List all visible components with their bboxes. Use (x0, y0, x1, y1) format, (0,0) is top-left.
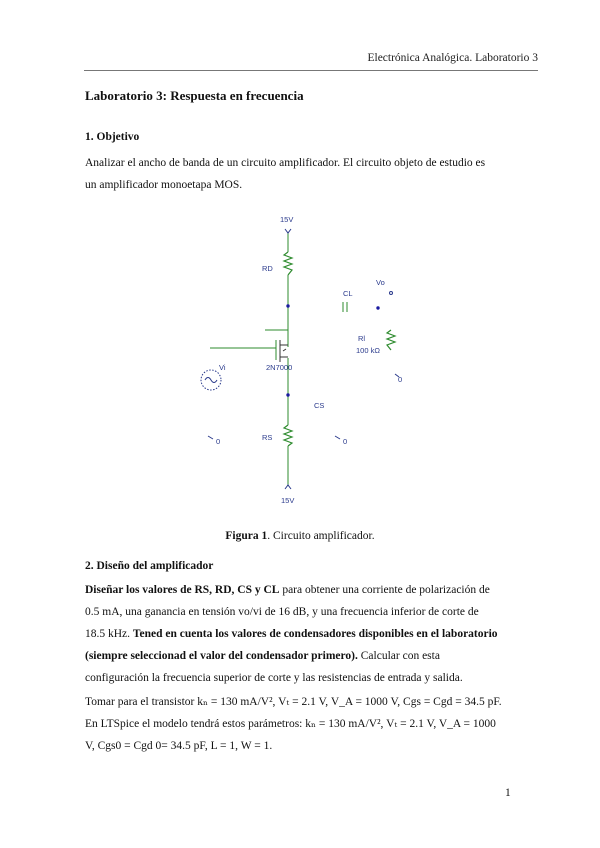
capacitor-cl (343, 302, 347, 312)
section-2-p2-line-2: En LTSpice el modelo tendrá estos parámetros: kₙ = 130 mA/V², Vₜ = 2.1 V, V_A = 1000 (85, 718, 496, 730)
resistor-rd (284, 252, 292, 275)
label-rl-value: 100 kΩ (356, 346, 380, 355)
vss-supply-icon (285, 485, 291, 489)
label-cs: CS (314, 401, 325, 410)
bold-design-values: Diseñar los valores de RS, RD, CS y CL (85, 584, 280, 596)
section-2-paragraph-2 (85, 691, 517, 757)
section-2-p1-line-1 (85, 579, 517, 601)
resistor-rs (284, 425, 292, 446)
label-ground-2: 0 (343, 437, 348, 446)
text-span: para obtener una corriente de polarización de (279, 584, 490, 596)
text-span: 18.5 kHz. (85, 628, 133, 640)
section-2-p1-line-4 (85, 645, 517, 667)
label-ground-3: 0 (398, 375, 403, 384)
section-2-p1-line-2: 0.5 mA, una ganancia en tensión vo/vi de 16 dB, y una frecuencia inferior de corte de (85, 606, 479, 618)
label-vss: 15V (281, 496, 295, 505)
section-1-line-2: un amplificador monoetapa MOS. (85, 179, 243, 191)
label-ground-1: 0 (216, 437, 221, 446)
section-2-paragraph-1 (85, 579, 517, 689)
page-number: 1 (505, 787, 511, 799)
vo-terminal-icon (390, 292, 393, 295)
output-node (376, 306, 379, 309)
drain-node (286, 304, 289, 307)
section-2-p2-line-1: Tomar para el transistor kₙ = 130 mA/V², Vₜ = 2.1 V, V_A = 1000 V, Cgs = Cgd = 34.5 pF. (85, 696, 502, 708)
figure-caption-text: . Circuito amplificador. (267, 530, 375, 542)
figure-caption-label: Figura 1 (225, 530, 268, 542)
bold-capacitor-first: (siempre seleccionad el valor del condensador primero). (85, 650, 358, 662)
bold-capacitor-note: Tened en cuenta los valores de condensadores disponibles en el laboratorio (132, 628, 498, 640)
figure-caption (0, 530, 600, 542)
label-rs: RS (262, 433, 273, 442)
label-vdd: 15V (280, 215, 294, 224)
text-span: Calcular con esta (357, 650, 440, 662)
label-rl: Rl (358, 334, 366, 343)
source-vi-icon (201, 370, 221, 390)
section-2-p2-line-3: V, Cgs0 = Cgd 0= 34.5 pF, L = 1, W = 1. (85, 740, 273, 752)
label-transistor: 2N7000 (266, 363, 293, 372)
section-1-heading: 1. Objetivo (85, 131, 140, 143)
section-2-p1-line-3 (85, 623, 517, 645)
label-cl: CL (343, 289, 353, 298)
mosfet-symbol (280, 340, 288, 362)
label-rd: RD (262, 264, 273, 273)
label-vo: Vo (376, 278, 385, 287)
label-vi: Vi (219, 363, 226, 372)
document-title: Laboratorio 3: Respuesta en frecuencia (85, 88, 304, 103)
running-header: Electrónica Analógica. Laboratorio 3 (367, 52, 538, 64)
ground-1-icon (208, 436, 213, 439)
source-node (286, 393, 289, 396)
section-1-line-1: Analizar el ancho de banda de un circuito amplificador. El circuito objeto de estudio es (85, 157, 486, 169)
vdd-supply-icon (285, 229, 291, 233)
resistor-rl (387, 330, 395, 350)
section-2-heading: 2. Diseño del amplificador (85, 560, 214, 572)
section-2-p1-line-5: configuración la frecuencia superior de corte y las resistencias de entrada y salida. (85, 672, 463, 684)
ground-2-icon (335, 436, 340, 439)
